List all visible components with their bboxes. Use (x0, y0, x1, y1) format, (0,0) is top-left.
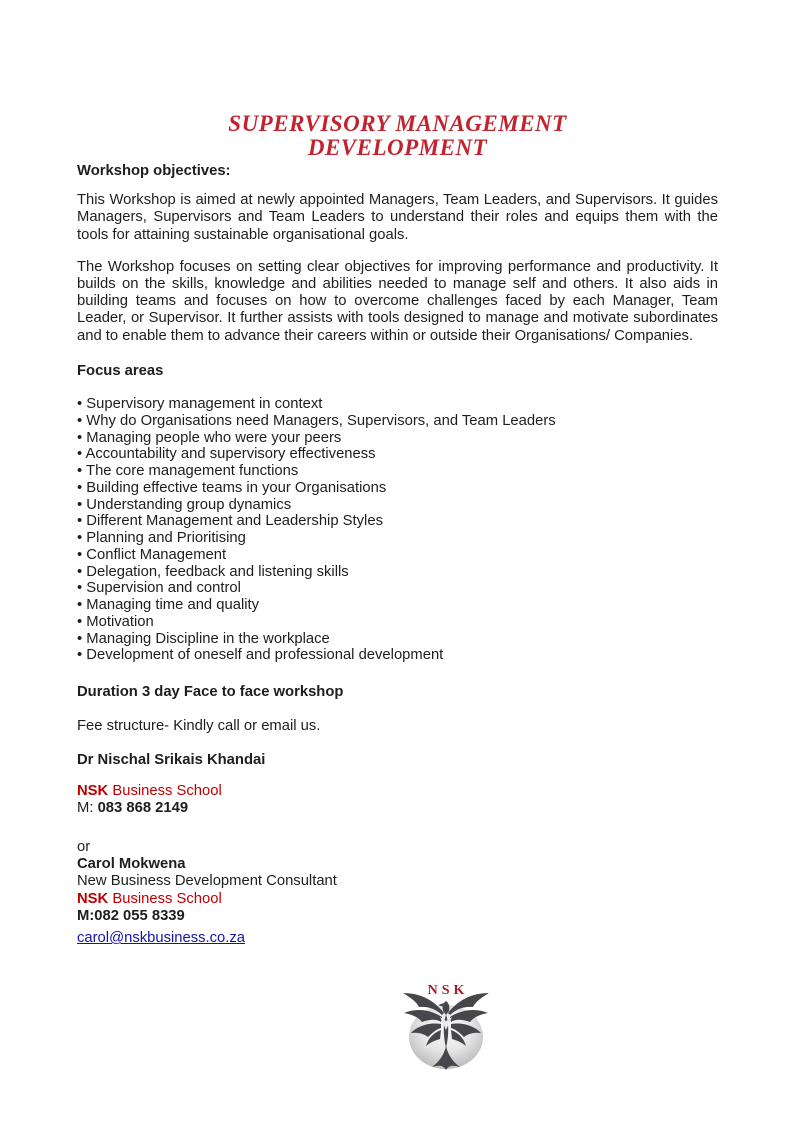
objectives-heading: Workshop objectives: (77, 163, 231, 179)
phoenix-logo-graphic (391, 980, 501, 1075)
contact2-phone: M:082 055 8339 (77, 907, 185, 924)
duration-line: Duration 3 day Face to face workshop (77, 684, 344, 701)
paragraph-2: The Workshop focuses on setting clear objectives for improving performance and productivity. It builds on the skills, knowledge and abilities needed to manage self and others. It also aids in building teams and focuses on how to overcome challenges faced by each Manager, Team Leader, or Supervisor. It further assists with tools designed to manage and motivate subordinates and to enable them to advance their careers within or outside their Organisations/ Companies. (77, 258, 718, 344)
contact1-name: Dr Nischal Srikais Khandai (77, 752, 266, 769)
contact1-phone (77, 800, 718, 817)
nsk-logo (391, 980, 501, 1075)
nsk-brand-text: NSK (77, 782, 109, 799)
focus-item: • Managing Discipline in the workplace (77, 631, 718, 648)
contact2-name: Carol Mokwena (77, 856, 186, 873)
focus-item: • Why do Organisations need Managers, Supervisors, and Team Leaders (77, 413, 718, 430)
phoenix-icon (403, 993, 489, 1070)
focus-item: • Understanding group dynamics (77, 497, 718, 514)
title-line-1: SUPERVISORY MANAGEMENT (228, 111, 567, 136)
org-rest-text: Business School (108, 890, 222, 907)
focus-item: • Conflict Management (77, 547, 718, 564)
title-line-2: DEVELOPMENT (307, 135, 488, 160)
contact1-organisation (77, 783, 718, 800)
org-rest-text: Business School (108, 782, 222, 799)
focus-item: • Motivation (77, 614, 718, 631)
focus-item: • Delegation, feedback and listening skills (77, 564, 718, 581)
email-link[interactable]: carol@nskbusiness.co.za (77, 930, 245, 947)
focus-item: • Planning and Prioritising (77, 530, 718, 547)
focus-areas-heading: Focus areas (77, 362, 164, 379)
phone-number: 083 868 2149 (97, 799, 189, 816)
focus-item: • Accountability and supervisory effectiveness (77, 446, 718, 463)
focus-item: • Supervision and control (77, 580, 718, 597)
contact2-organisation (77, 891, 718, 908)
focus-item: • Supervisory management in context (77, 396, 718, 413)
nsk-brand-text: NSK (77, 890, 109, 907)
focus-item: • Managing people who were your peers (77, 430, 718, 447)
focus-item: • Managing time and quality (77, 597, 718, 614)
or-separator: or (77, 839, 91, 856)
page-title (77, 112, 718, 160)
contact2-email-line (77, 930, 718, 947)
paragraph-1: This Workshop is aimed at newly appointed Managers, Team Leaders, and Supervisors. It guides Managers, Supervisors and Team Leaders to understand their roles and equips them with the tools for attaining sustainable organisational goals. (77, 192, 718, 243)
focus-item: • Development of oneself and professional development (77, 647, 718, 664)
phone-label: M: (77, 799, 98, 816)
focus-item: • The core management functions (77, 463, 718, 480)
focus-item: • Building effective teams in your Organisations (77, 480, 718, 497)
fee-line: Fee structure- Kindly call or email us. (77, 718, 321, 735)
logo-nsk-text: NSK (427, 983, 469, 998)
focus-item: • Different Management and Leadership Styles (77, 513, 718, 530)
contact2-job-title: New Business Development Consultant (77, 873, 337, 890)
focus-areas-list (77, 396, 718, 664)
